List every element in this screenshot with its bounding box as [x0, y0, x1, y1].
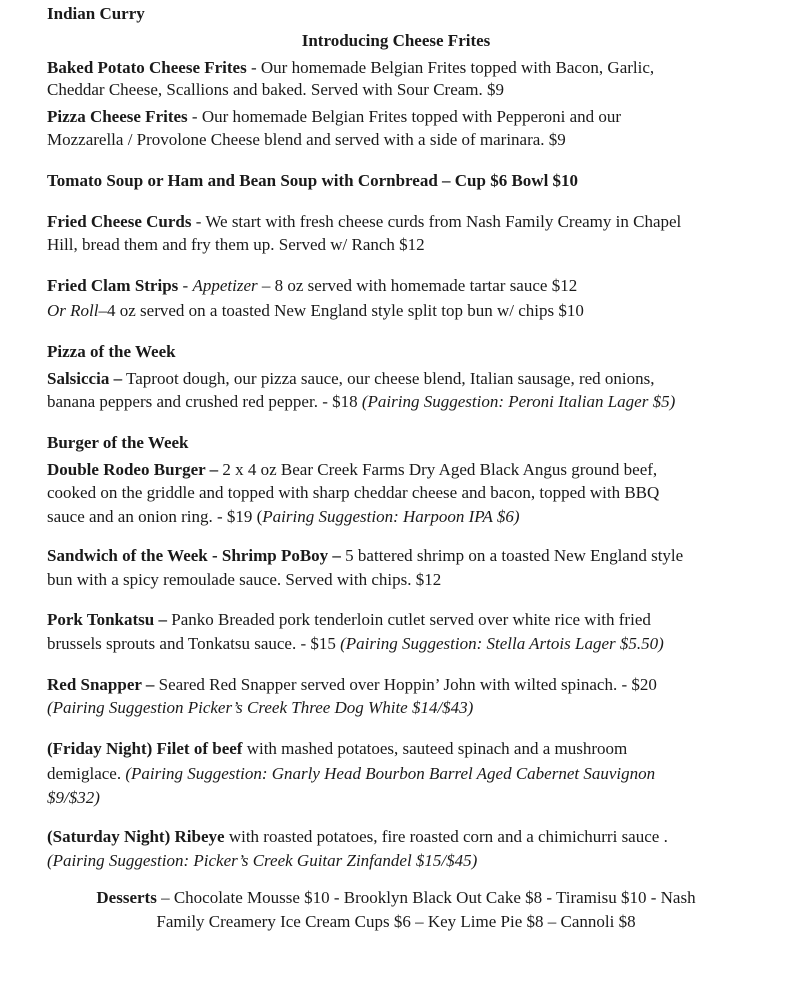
- salsiccia-line1: [47, 368, 655, 390]
- ribeye-pairing: (Pairing Suggestion: Picker’s Creek Guitar Zinfandel $15/$45): [47, 851, 478, 870]
- item-desc: Seared Red Snapper served over Hoppin’ John with wilted spinach. - $20: [154, 675, 657, 694]
- cheese-curds-line1: [47, 211, 681, 233]
- ribeye-line1: [47, 826, 668, 848]
- pork-tonkatsu-line1: [47, 609, 651, 631]
- clam-strips-line1: [47, 275, 577, 297]
- item-name: Fried Clam Strips: [47, 276, 179, 295]
- item-desc: - Our homemade Belgian Frites topped with Pepperoni and our: [187, 107, 622, 126]
- soup-line: Tomato Soup or Ham and Bean Soup with Cornbread – Cup $6 Bowl $10: [47, 171, 579, 190]
- baked-frites-line2: Cheddar Cheese, Scallions and baked. Served with Sour Cream. $9: [47, 80, 505, 99]
- item-desc: - Our homemade Belgian Frites topped with Bacon, Garlic,: [246, 58, 655, 77]
- pizza-frites-line2: Mozzarella / Provolone Cheese blend and served with a side of marinara. $9: [47, 130, 566, 149]
- rodeo-burger-line1: [47, 459, 657, 481]
- pork-tonkatsu-line2: [47, 633, 664, 655]
- desserts-desc: – Chocolate Mousse $10 - Brooklyn Black Out Cake $8 - Tiramisu $10 - Nash: [156, 888, 696, 907]
- indian-curry-heading: Indian Curry: [47, 4, 145, 23]
- baked-frites-line1: [47, 57, 654, 79]
- item-name: Red Snapper –: [47, 675, 155, 694]
- rodeo-burger-line3: [47, 506, 519, 528]
- item-name: Pizza Cheese Frites: [47, 107, 188, 126]
- desserts-label: Desserts: [96, 888, 157, 907]
- filet-line1: [47, 738, 627, 760]
- pizza-frites-line1: [47, 106, 621, 128]
- desserts-line1: [0, 887, 792, 909]
- pairing-suggestion: Pairing Suggestion: Harpoon IPA $6): [262, 507, 520, 526]
- pairing-suggestion: (Pairing Suggestion: Stella Artois Lager $5.50): [340, 634, 664, 653]
- item-desc: 2 x 4 oz Bear Creek Farms Dry Aged Black Angus ground beef,: [218, 460, 658, 479]
- sandwich-line2: bun with a spicy remoulade sauce. Served with chips. $12: [47, 570, 442, 589]
- item-desc: - We start with fresh cheese curds from Nash Family Creamy in Chapel: [191, 212, 682, 231]
- cheese-curds-line2: Hill, bread them and fry them up. Served w/ Ranch $12: [47, 235, 425, 254]
- item-name: (Friday Night) Filet of beef: [47, 739, 243, 758]
- item-desc: Panko Breaded pork tenderloin cutlet served over white rice with fried: [167, 610, 651, 629]
- salsiccia-line2: [47, 391, 675, 413]
- pairing-suggestion: (Pairing Suggestion: Peroni Italian Lager $5): [361, 392, 676, 411]
- appetizer-label: Appetizer: [192, 276, 258, 295]
- item-desc: –4 oz served on a toasted New England style split top bun w/ chips $10: [98, 301, 584, 320]
- filet-line2: [47, 763, 655, 785]
- red-snapper-pairing: (Pairing Suggestion Picker’s Creek Three Dog White $14/$43): [47, 698, 474, 717]
- filet-line3: $9/$32): [47, 788, 100, 807]
- burger-week-heading: Burger of the Week: [47, 433, 189, 452]
- item-desc: demiglace.: [47, 764, 126, 783]
- item-name: Pork Tonkatsu –: [47, 610, 167, 629]
- section-title: Introducing Cheese Frites: [301, 31, 491, 50]
- sandwich-line1: [47, 545, 683, 567]
- item-name: Fried Cheese Curds: [47, 212, 192, 231]
- or-roll-label: Or Roll: [47, 301, 99, 320]
- item-name: Salsiccia –: [47, 369, 123, 388]
- item-desc: 5 battered shrimp on a toasted New England style: [340, 546, 684, 565]
- item-desc: brussels sprouts and Tonkatsu sauce. - $15: [47, 634, 341, 653]
- item-name: Baked Potato Cheese Frites: [47, 58, 247, 77]
- item-name: (Saturday Night) Ribeye: [47, 827, 225, 846]
- item-desc: sauce and an onion ring. - $19 (: [47, 507, 263, 526]
- item-desc: banana peppers and crushed red pepper. - $18: [47, 392, 362, 411]
- item-desc: with roasted potatoes, fire roasted corn and a chimichurri sauce .: [224, 827, 668, 846]
- item-name: Double Rodeo Burger –: [47, 460, 219, 479]
- item-desc: – 8 oz served with homemade tartar sauce $12: [257, 276, 578, 295]
- item-desc: Taproot dough, our pizza sauce, our cheese blend, Italian sausage, red onions,: [122, 369, 655, 388]
- clam-strips-line2: [47, 300, 584, 322]
- pizza-week-heading: Pizza of the Week: [47, 342, 176, 361]
- item-name: Sandwich of the Week - Shrimp PoBoy –: [47, 546, 341, 565]
- rodeo-burger-line2: cooked on the griddle and topped with sharp cheddar cheese and bacon, topped with BBQ: [47, 483, 660, 502]
- pairing-suggestion: (Pairing Suggestion: Gnarly Head Bourbon Barrel Aged Cabernet Sauvignon: [125, 764, 656, 783]
- desserts-line2: Family Creamery Ice Cream Cups $6 – Key Lime Pie $8 – Cannoli $8: [156, 912, 636, 931]
- item-sep: -: [178, 276, 193, 295]
- item-desc: with mashed potatoes, sauteed spinach and a mushroom: [242, 739, 628, 758]
- red-snapper-line1: [47, 674, 657, 696]
